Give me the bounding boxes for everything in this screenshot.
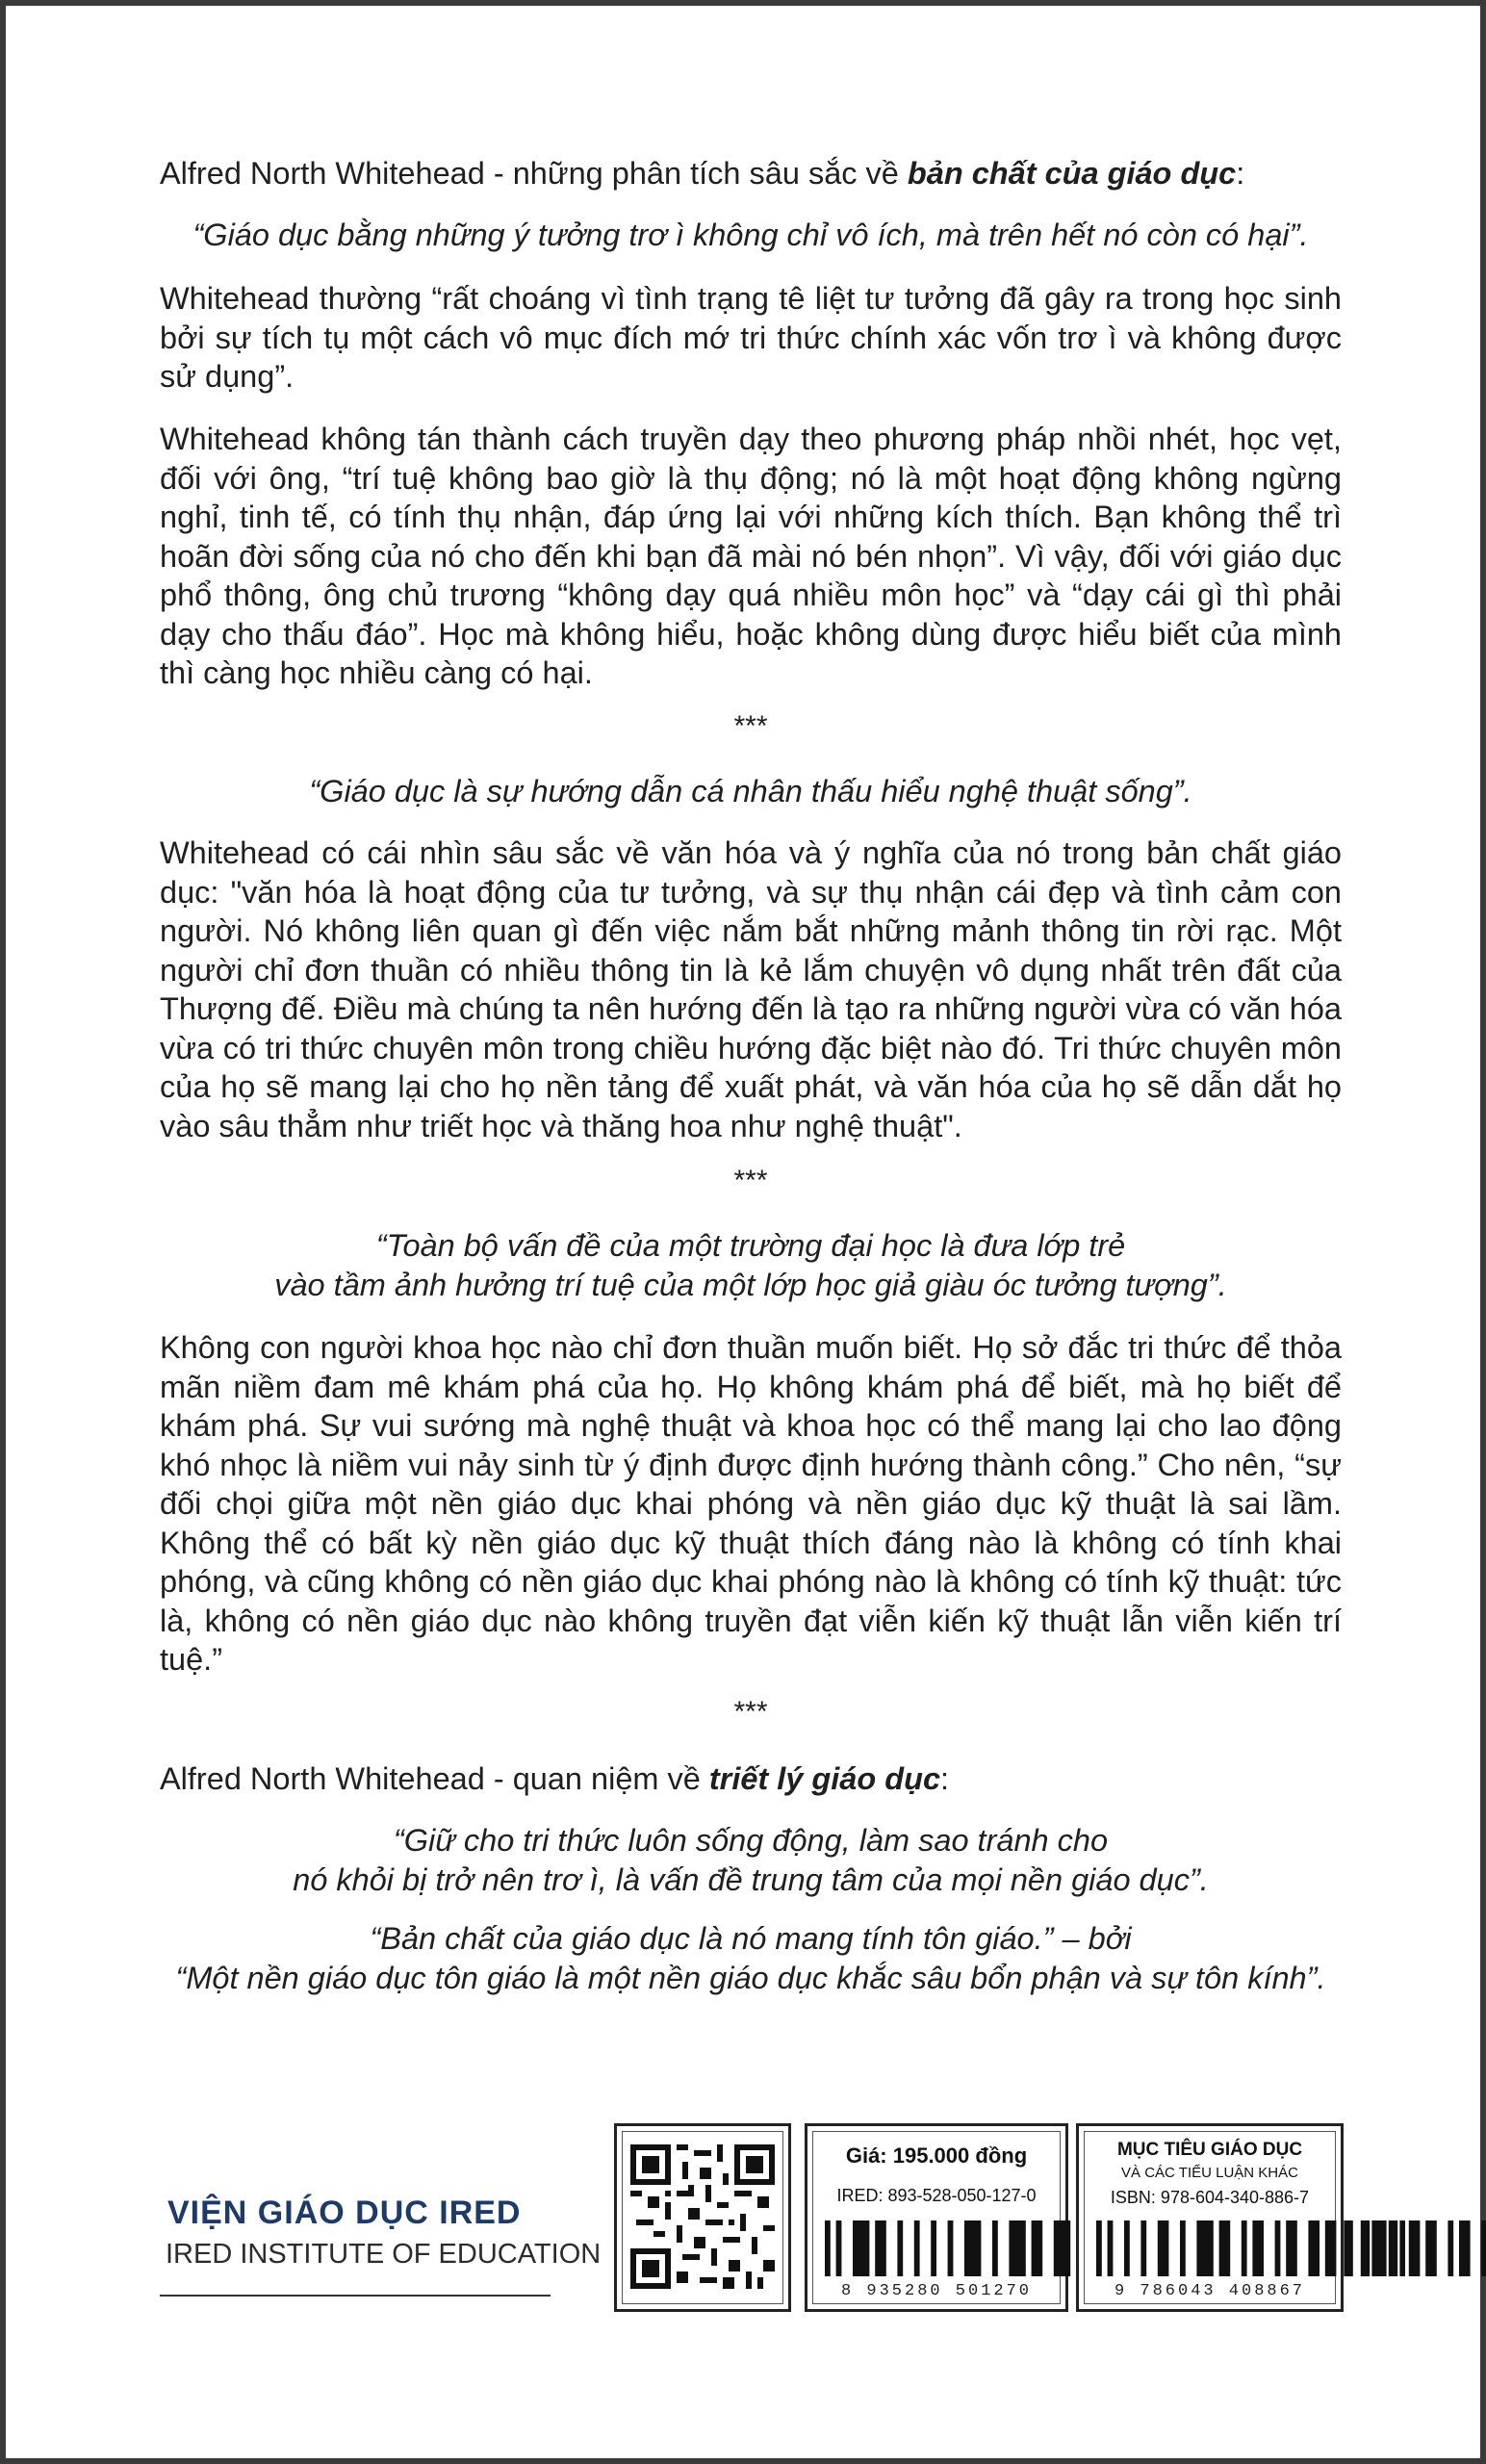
barcode-bar	[1459, 2220, 1471, 2276]
price-label: Giá: 195.000 đồng	[845, 2143, 1028, 2168]
barcode-bar	[875, 2220, 886, 2276]
book-title: MỤC TIÊU GIÁO DỤC	[1116, 2140, 1303, 2160]
barcode-bar	[914, 2220, 920, 2276]
publisher-name: VIỆN GIÁO DỤC IRED	[167, 2194, 522, 2231]
quote-4-line-2: nó khỏi bị trở nên trơ ì, là vấn đề trung tâm của mọi nền giáo dục”.	[293, 1861, 1209, 1897]
quote-3	[160, 1226, 1342, 1304]
philosophy-line	[160, 1759, 1342, 1799]
paragraph-3: Whitehead không tán thành cách truyền dạy theo phương pháp nhồi nhét, học vẹt, đối với ông, “trí tuệ không bao giờ là thụ động; nó là một hoạt động không ngừng nghỉ, tinh tế, có tính thụ nhận, đáp ứng lại với những kích thích. Bạn không thể trì hoãn đời sống của nó cho đến khi bạn đã mài nó bén nhọn”. Vì vậy, đối với giáo dục phổ thông, ông chủ trương “không dạy quá nhiều môn học” và “dạy cái gì thì phải dạy cho thấu đáo”. Học mà không hiểu, hoặc không dùng được hiểu biết của mình thì càng học nhiều càng có hại.	[160, 422, 1342, 690]
barcode-bar	[1180, 2220, 1186, 2276]
barcode-bar	[1196, 2220, 1213, 2276]
paragraph-4: Whitehead có cái nhìn sâu sắc về văn hóa và ý nghĩa của nó trong bản chất giáo dục: "văn hóa là hoạt động của tư tưởng, và sự thụ nhận cái đẹp và tình cảm con người. Nó không liên quan gì đến việc nắm bắt những mảnh thông tin rời rạc. Một người chỉ đơn thuần có nhiều thông tin là kẻ lắm chuyện vô dụng nhất trên đất của Thượng đế. Điều mà chúng ta nên hướng đến là tạo ra những người vừa có văn hóa vừa có tri thức chuyên môn trong chiều hướng đặc biệt nào đó. Tri thức chuyên môn của họ sẽ mang lại cho họ nền tảng để xuất phát, và văn hóa của họ sẽ dẫn dắt họ vào sâu thẳm như triết học và thăng hoa như nghệ thuật".	[160, 835, 1342, 1143]
barcode-bar	[1096, 2220, 1102, 2276]
quote-4	[160, 1821, 1342, 1899]
barcode-bar	[1286, 2220, 1297, 2276]
barcode-bar	[1448, 2220, 1453, 2276]
separator-1: ***	[733, 710, 768, 742]
barcode-bar	[1409, 2220, 1421, 2276]
qr-code-icon	[630, 2140, 775, 2294]
qr-box	[614, 2123, 791, 2312]
barcode-bar	[1381, 2220, 1387, 2276]
barcode-bar	[1009, 2220, 1025, 2276]
barcode-bar	[853, 2220, 869, 2276]
quote-3-line-2: vào tầm ảnh hưởng trí tuệ của một lớp học giả giàu óc tưởng tượng”.	[274, 1267, 1227, 1302]
price-box	[805, 2123, 1068, 2312]
barcode-bar	[1140, 2220, 1146, 2276]
publisher-name-en: IRED INSTITUTE OF EDUCATION	[166, 2239, 602, 2270]
barcode-bar	[1481, 2220, 1486, 2276]
book-subtitle: VÀ CÁC TIỂU LUẬN KHÁC	[1121, 2165, 1298, 2181]
barcode-bar	[1308, 2220, 1319, 2276]
barcode-bar	[1275, 2220, 1281, 2276]
barcode-icon	[1096, 2220, 1486, 2276]
quote-5-line-1: “Bản chất của giáo dục là nó mang tính tôn giáo.” – bởi	[370, 1921, 1132, 1956]
barcode-bar	[1054, 2220, 1070, 2276]
barcode-number: 8 935280 501270	[840, 2282, 1033, 2300]
philosophy-bold: triết lý giáo dục	[708, 1761, 941, 1796]
quote-1: “Giáo dục bằng những ý tưởng trơ ì không chỉ vô ích, mà trên hết nó còn có hại”.	[192, 218, 1309, 252]
intro-bold: bản chất của giáo dục	[907, 156, 1237, 191]
barcode-bar	[1158, 2220, 1169, 2276]
back-cover	[6, 6, 1480, 2458]
barcode-bar	[1425, 2220, 1437, 2276]
barcode-bar	[948, 2220, 954, 2276]
separator-2: ***	[733, 1165, 768, 1196]
philosophy-text: Alfred North Whitehead - quan niệm về	[160, 1761, 709, 1796]
quote-5-line-2: “Một nền giáo dục tôn giáo là một nền giáo dục khắc sâu bổn phận và sự tôn kính”.	[175, 1960, 1326, 1995]
quote-5	[160, 1919, 1342, 1997]
barcode-bar	[1032, 2220, 1043, 2276]
barcode-bar	[1325, 2220, 1337, 2276]
paragraph-2: Whitehead thường “rất choáng vì tình trạng tê liệt tư tưởng đã gây ra trong học sinh bởi sự tích tụ một cách vô mục đích mớ tri thức chính xác vốn trơ ì và không được sử dụng”.	[160, 281, 1342, 394]
barcode-bar	[1392, 2220, 1397, 2276]
intro-text: Alfred North Whitehead - những phân tích sâu sắc về	[160, 156, 908, 191]
intro-suffix: :	[1236, 156, 1245, 191]
barcode-bar	[1124, 2220, 1130, 2276]
paragraph-5: Không con người khoa học nào chỉ đơn thuần muốn biết. Họ sở đắc tri thức để thỏa mãn niềm đam mê khám phá của họ. Họ không khám phá để biết, mà họ biết để khám phá. Sự vui sướng mà nghệ thuật và khoa học có thể mang lại cho lao động khó nhọc là niềm vui nảy sinh từ ý định được định hướng thành công.” Cho nên, “sự đối chọi giữa một nền giáo dục khai phóng và nền giáo dục kỹ thuật là sai lầm. Không thể có bất kỳ nền giáo dục kỹ thuật thích đáng nào là không có tính khai phóng, và cũng không có nền giáo dục khai phóng nào là không có tính kỹ thuật: tức là, không có nền giáo dục nào không truyền đạt viễn kiến kỹ thuật lẫn viễn kiến trí tuệ.”	[160, 1330, 1342, 1677]
barcode-bar	[1242, 2220, 1247, 2276]
philosophy-suffix: :	[940, 1761, 950, 1796]
quote-3-line-1: “Toàn bộ vấn đề của một trường đại học là đưa lớp trẻ	[375, 1228, 1126, 1263]
barcode-bar	[964, 2220, 981, 2276]
quote-2: “Giáo dục là sự hướng dẫn cá nhân thấu hiểu nghệ thuật sống”.	[309, 774, 1192, 808]
isbn-box	[1076, 2123, 1344, 2312]
barcode-bar	[897, 2220, 903, 2276]
ired-code: IRED: 893-528-050-127-0	[836, 2186, 1037, 2205]
barcode-bar	[1364, 2220, 1370, 2276]
separator-3: ***	[733, 1696, 768, 1728]
barcode-bar	[836, 2220, 842, 2276]
barcode-bar	[992, 2220, 998, 2276]
barcode-bar	[825, 2220, 831, 2276]
barcode-bar	[1108, 2220, 1114, 2276]
quote-4-line-1: “Giữ cho tri thức luôn sống động, làm sao tránh cho	[393, 1823, 1109, 1858]
isbn-number: ISBN: 978-604-340-886-7	[1110, 2188, 1310, 2207]
barcode-bar	[1219, 2220, 1231, 2276]
publisher-underline	[160, 2295, 551, 2297]
intro-line	[160, 154, 1342, 193]
barcode-bar	[1252, 2220, 1264, 2276]
barcode-bar	[931, 2220, 936, 2276]
barcode-bar	[1347, 2220, 1353, 2276]
barcode-number: 9 786043 408867	[1114, 2282, 1306, 2300]
